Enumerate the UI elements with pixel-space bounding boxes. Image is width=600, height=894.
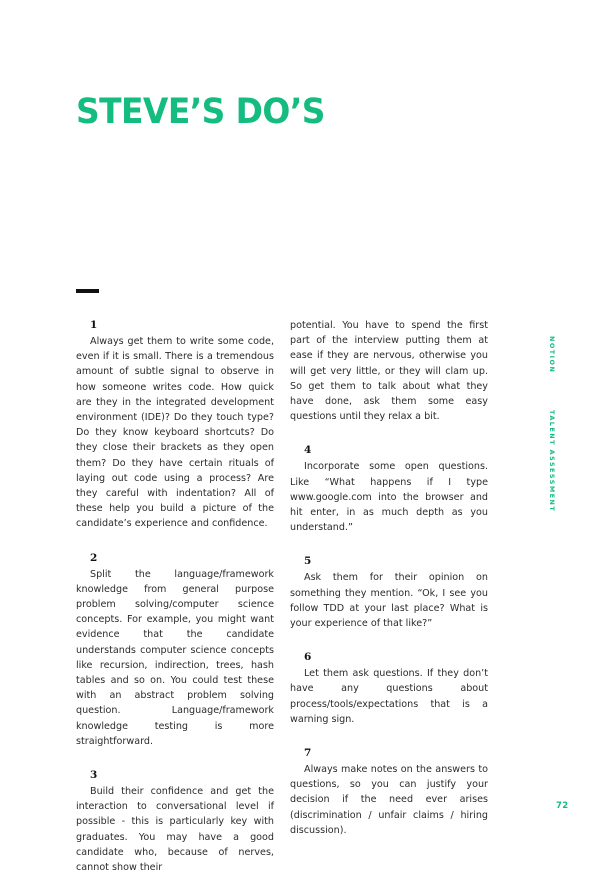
vertical-running-heads [548, 336, 572, 536]
page-number: 72 [556, 801, 569, 811]
item-text: Always get them to write some code, even if it is small. There is a tremendous amount of subtle signal to observe in how someone writes code. How quick are they in the integrated development environment (IDE)? Do they touch type? Do they know keyboard shortcuts? Do they close their brackets as they open them? Do they have certain rituals of laying out code using a process? Are they careful with indentation? All of these help you build a picture of the candidate’s experience and confidence. [76, 336, 274, 530]
page-title: STEVE’S DO’S [76, 92, 325, 133]
list-item [76, 318, 274, 532]
item-text: Ask them for their opinion on something they mention. “Ok, I see you follow TDD at your last place? What is your experience of that like?” [290, 572, 488, 630]
column-left [76, 318, 274, 894]
item-text: potential. You have to spend the first part of the interview putting them at ease if they are nervous, otherwise you will get very little, or they will clam up. So get them to talk about what they have done, ask them some easy questions until they relax a bit. [290, 320, 488, 423]
item-number: 4 [304, 444, 312, 457]
item-text: Incorporate some open questions. Like “What happens if I type www.google.com into the browser and hit enter, in as much depth as you understand.” [290, 461, 488, 534]
item-number: 5 [304, 555, 312, 568]
item-number: 2 [90, 551, 98, 564]
item-text: Let them ask questions. If they don’t have any questions about process/tools/expectations that is a warning sign. [290, 668, 488, 725]
list-item [290, 554, 488, 631]
list-item [290, 650, 488, 727]
item-number: 3 [90, 769, 98, 782]
list-item [290, 443, 488, 535]
list-item [76, 768, 274, 875]
item-number: 6 [304, 651, 312, 664]
section-label: TALENT ASSESSMENT [548, 410, 556, 513]
item-number: 7 [304, 747, 312, 760]
list-item [290, 746, 488, 838]
item-text: Always make notes on the answers to questions, so you can justify your decision if the need ever arises (discrimination / unfair claims / hiring discussion). [290, 764, 488, 836]
item-text: Build their confidence and get the interaction to conversational level if possible - this is particularly key with graduates. You may have a good candidate who, because of nerves, cannot show their [76, 786, 274, 874]
body-columns [76, 318, 488, 874]
list-item [76, 551, 274, 749]
list-item-continuation [290, 318, 488, 424]
brand-label: NOTION [548, 336, 556, 374]
title-divider-rule [76, 289, 99, 293]
item-number: 1 [90, 319, 98, 331]
column-right [290, 318, 488, 857]
item-text: Split the language/framework knowledge from general purpose problem solving/computer science concepts. For example, you might want evidence that the candidate understands computer science concepts like recursion, indirection, trees, hash tables and so on. You could test these with an abstract problem solving question. Language/framework knowledge testing is more straightforward. [76, 568, 274, 747]
